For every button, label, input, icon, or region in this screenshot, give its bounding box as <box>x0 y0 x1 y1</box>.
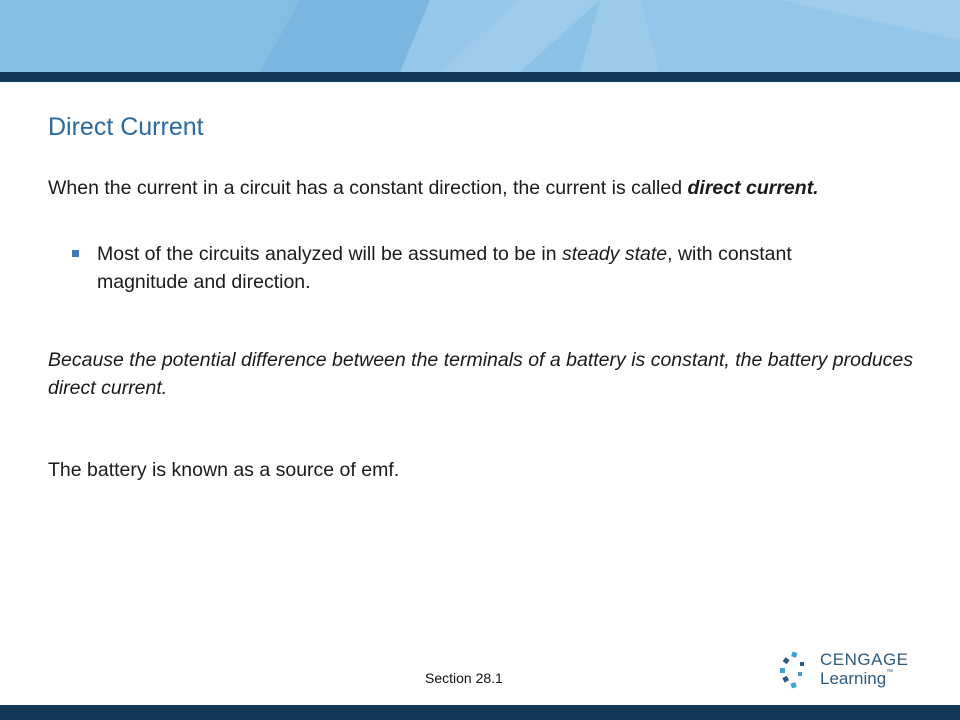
cengage-logo-icon <box>778 650 816 690</box>
battery-paragraph: Because the potential difference between the terminals of a battery is constant, the battery produces direct current. <box>48 349 914 399</box>
logo-learning: Learning <box>820 669 887 688</box>
bullet-text-part2: , with constant magnitude and direction. <box>97 243 792 293</box>
intro-emphasis: direct current. <box>687 177 819 199</box>
cengage-logo <box>778 650 918 694</box>
slide-title: Direct Current <box>48 113 204 141</box>
intro-paragraph <box>48 174 918 202</box>
square-bullet-icon <box>72 250 79 257</box>
emf-paragraph: The battery is known as a source of emf. <box>48 459 400 481</box>
logo-wordmark-bottom <box>820 669 893 689</box>
banner-rule <box>0 72 960 82</box>
bullet-text-part1: Most of the circuits analyzed will be assumed to be in <box>97 243 562 265</box>
bullet-emphasis: steady state <box>561 243 668 265</box>
banner-graphic <box>0 0 960 72</box>
intro-text: When the current in a circuit has a constant direction, the current is called <box>48 177 688 199</box>
bullet-text <box>97 240 887 296</box>
trademark-symbol: ™ <box>886 669 894 676</box>
footer-bar <box>0 705 960 720</box>
logo-wordmark-top: CENGAGE <box>820 650 909 669</box>
section-label: Section 28.1 <box>425 670 503 686</box>
